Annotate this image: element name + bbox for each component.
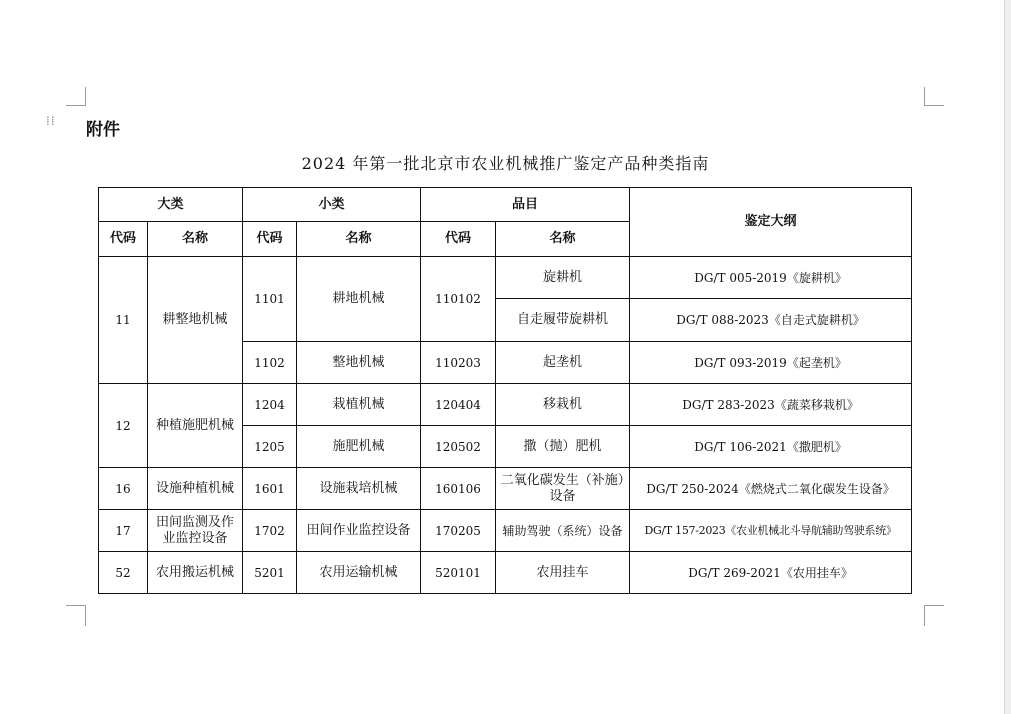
- item-name-cell: 农用挂车: [496, 552, 630, 594]
- item-code-cell: 520101: [421, 552, 496, 594]
- outline-cell: DG/T 005-2019《旋耕机》: [630, 257, 912, 299]
- item-code-cell: 110102: [421, 257, 496, 342]
- minor-code-cell: 5201: [243, 552, 297, 594]
- minor-code-cell: 1601: [243, 468, 297, 510]
- item-code-cell: 170205: [421, 510, 496, 552]
- window-right-edge: [1004, 0, 1011, 714]
- crop-mark-bottom-right-v: [924, 605, 925, 626]
- minor-code-cell: 1101: [243, 257, 297, 342]
- major-name-cell: 农用搬运机械: [148, 552, 243, 594]
- major-name-cell: 耕整地机械: [148, 257, 243, 384]
- minor-code-cell: 1702: [243, 510, 297, 552]
- subheader-item-name: 名称: [496, 222, 630, 257]
- header-major: 大类: [99, 188, 243, 222]
- table-row: [99, 257, 912, 299]
- subheader-item-code: 代码: [421, 222, 496, 257]
- item-name-cell: 二氧化碳发生（补施）设备: [496, 468, 630, 510]
- major-code-cell: 52: [99, 552, 148, 594]
- guide-table: [98, 187, 912, 594]
- major-name-cell: 田间监测及作业监控设备: [148, 510, 243, 552]
- table-row: [99, 510, 912, 552]
- outline-cell: DG/T 106-2021《撒肥机》: [630, 426, 912, 468]
- minor-name-cell: 栽植机械: [297, 384, 421, 426]
- item-name-cell: 撒（抛）肥机: [496, 426, 630, 468]
- table-row: [99, 552, 912, 594]
- item-name-cell: 起垄机: [496, 342, 630, 384]
- outline-cell: DG/T 283-2023《蔬菜移栽机》: [630, 384, 912, 426]
- minor-name-cell: 耕地机械: [297, 257, 421, 342]
- attachment-label: 附件: [86, 120, 120, 140]
- minor-code-cell: 1204: [243, 384, 297, 426]
- document-title: 2024 年第一批北京市农业机械推广鉴定产品种类指南: [301, 154, 710, 173]
- item-code-cell: 120502: [421, 426, 496, 468]
- item-code-cell: 160106: [421, 468, 496, 510]
- item-name-cell: 移栽机: [496, 384, 630, 426]
- header-minor: 小类: [243, 188, 421, 222]
- minor-name-cell: 农用运输机械: [297, 552, 421, 594]
- outline-cell: DG/T 088-2023《自走式旋耕机》: [630, 299, 912, 342]
- drag-handle-icon[interactable]: ⁞⁞: [46, 114, 56, 128]
- minor-code-cell: 1102: [243, 342, 297, 384]
- outline-cell: DG/T 269-2021《农用挂车》: [630, 552, 912, 594]
- major-code-cell: 16: [99, 468, 148, 510]
- item-code-cell: 120404: [421, 384, 496, 426]
- major-code-cell: 11: [99, 257, 148, 384]
- crop-mark-top-right-h: [924, 105, 944, 106]
- header-outline: 鉴定大纲: [630, 188, 912, 257]
- minor-name-cell: 整地机械: [297, 342, 421, 384]
- item-name-cell: 自走履带旋耕机: [496, 299, 630, 342]
- minor-name-cell: 施肥机械: [297, 426, 421, 468]
- subheader-minor-name: 名称: [297, 222, 421, 257]
- minor-code-cell: 1205: [243, 426, 297, 468]
- major-name-cell: 种植施肥机械: [148, 384, 243, 468]
- crop-mark-bottom-right-h: [924, 605, 944, 606]
- outline-cell: DG/T 250-2024《燃烧式二氧化碳发生设备》: [630, 468, 912, 510]
- crop-mark-bottom-left-v: [85, 605, 86, 626]
- major-code-cell: 17: [99, 510, 148, 552]
- minor-name-cell: 设施栽培机械: [297, 468, 421, 510]
- crop-mark-top-left-v: [85, 87, 86, 106]
- outline-cell: DG/T 157-2023《农业机械北斗导航辅助驾驶系统》: [630, 510, 912, 552]
- header-item: 品目: [421, 188, 630, 222]
- major-code-cell: 12: [99, 384, 148, 468]
- subheader-minor-code: 代码: [243, 222, 297, 257]
- outline-cell: DG/T 093-2019《起垄机》: [630, 342, 912, 384]
- crop-mark-top-right-v: [924, 87, 925, 106]
- table-row: [99, 468, 912, 510]
- crop-mark-top-left-h: [66, 105, 86, 106]
- subheader-major-name: 名称: [148, 222, 243, 257]
- subheader-major-code: 代码: [99, 222, 148, 257]
- crop-mark-bottom-left-h: [66, 605, 86, 606]
- item-code-cell: 110203: [421, 342, 496, 384]
- major-name-cell: 设施种植机械: [148, 468, 243, 510]
- minor-name-cell: 田间作业监控设备: [297, 510, 421, 552]
- table-header-row: [99, 188, 912, 222]
- item-name-cell: 辅助驾驶（系统）设备: [496, 510, 630, 552]
- item-name-cell: 旋耕机: [496, 257, 630, 299]
- table-row: [99, 384, 912, 426]
